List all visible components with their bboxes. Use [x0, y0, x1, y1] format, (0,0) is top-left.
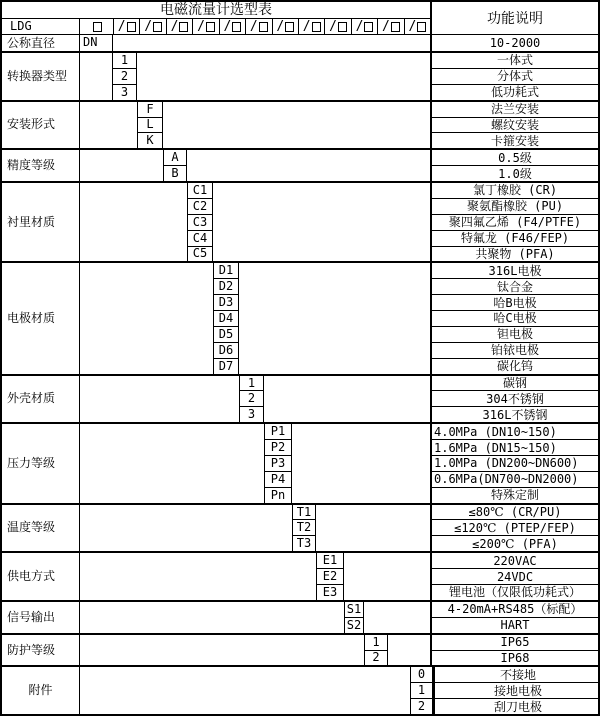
slash-separator: /	[355, 18, 364, 34]
code-column	[213, 263, 239, 373]
option-code: T2	[293, 520, 315, 536]
option-description: 特氟龙 (F46/FEP)	[432, 231, 598, 247]
option-code: Pn	[270, 487, 286, 502]
diameter-desc-col	[430, 35, 598, 51]
option-description: 卡箍安装	[490, 133, 539, 148]
option-description: 一体式	[432, 53, 598, 69]
slash-separator: /	[197, 18, 205, 34]
code-box-icon	[417, 22, 426, 32]
code-column	[163, 150, 187, 181]
description-column	[433, 667, 600, 714]
option-description: 聚氨酯橡胶 (PU)	[432, 199, 598, 215]
option-description: 哈B电极	[432, 295, 598, 311]
option-description: 钽电极	[432, 327, 598, 343]
option-code: D5	[214, 327, 238, 343]
description-column	[430, 602, 598, 633]
slash-separator: /	[223, 18, 232, 34]
option-code: 2	[113, 69, 136, 85]
section-housing-material	[2, 374, 598, 423]
code-box-icon	[153, 22, 162, 32]
option-description: ≤200℃ (PFA)	[472, 536, 558, 551]
code-column	[292, 505, 316, 552]
empty-cell	[80, 263, 213, 373]
option-description: 304不锈钢	[432, 391, 598, 407]
slash-separator: /	[276, 18, 285, 34]
empty-cell	[264, 376, 430, 423]
empty-cell	[80, 667, 410, 714]
option-description: 分体式	[432, 69, 598, 85]
model-code-slot	[272, 19, 298, 34]
section-power-supply	[2, 551, 598, 600]
sections-container	[2, 51, 598, 714]
empty-cell	[80, 635, 364, 666]
model-code-slot	[192, 19, 218, 34]
option-code: E2	[317, 569, 343, 585]
slash-separator: /	[144, 18, 153, 34]
description-column	[430, 376, 598, 423]
section-label: 安装形式	[2, 102, 80, 149]
option-description: 哈C电极	[432, 311, 598, 327]
option-code: E3	[322, 584, 338, 599]
option-description: 1.0级	[498, 166, 532, 181]
slash-separator: /	[329, 18, 337, 34]
option-description: 0.6MPa(DN700~DN2000)	[432, 472, 598, 488]
empty-cell	[344, 553, 430, 600]
option-description: 316L电极	[432, 263, 598, 279]
option-description: 锂电池（仅限低功耗式）	[448, 585, 581, 600]
section-nominal-diameter	[2, 35, 598, 51]
slash-separator: /	[170, 18, 179, 34]
model-code-slot	[113, 19, 139, 34]
option-code: P2	[265, 440, 291, 456]
option-description: 聚四氟乙烯 (F4/PTFE)	[432, 215, 598, 231]
section-electrode-material	[2, 261, 598, 373]
slash-separator: /	[117, 18, 126, 34]
option-code: S2	[346, 617, 362, 632]
option-description: ≤120℃ (PTEP/FEP)	[432, 520, 598, 536]
empty-cell	[292, 424, 430, 502]
option-code: 1	[240, 376, 263, 392]
option-description: 氯丁橡胶 (CR)	[432, 183, 598, 199]
code-box-icon	[232, 22, 241, 32]
option-code: D3	[214, 295, 238, 311]
model-code-slot	[219, 19, 245, 34]
option-description: 0.5级	[432, 150, 598, 166]
option-description: 24VDC	[432, 569, 598, 585]
section-label: 转换器类型	[2, 53, 80, 100]
code-column	[264, 424, 292, 502]
description-column	[430, 505, 598, 552]
slash-separator: /	[408, 18, 417, 34]
option-description: 钛合金	[432, 279, 598, 295]
model-code-slot	[298, 19, 324, 34]
section-label: 外壳材质	[2, 376, 80, 423]
model-code-slot	[377, 19, 403, 34]
description-column	[430, 150, 598, 181]
empty-cell	[316, 505, 430, 552]
option-description: 1.6MPa (DN15~150)	[432, 440, 598, 456]
option-code: E1	[317, 553, 343, 569]
option-code: A	[164, 150, 186, 166]
option-description: 4-20mA+RS485（标配）	[432, 602, 598, 618]
option-code: C5	[192, 246, 208, 261]
slash-separator: /	[302, 18, 311, 34]
model-code-slots	[80, 19, 430, 34]
section-label: 压力等级	[2, 424, 80, 502]
empty-cell	[388, 635, 430, 666]
option-description: 碳钢	[432, 376, 598, 392]
section-pressure-class	[2, 422, 598, 502]
option-code: F	[138, 102, 162, 118]
empty-cell	[213, 183, 430, 261]
option-code: 2	[240, 391, 263, 407]
model-code-slot	[166, 19, 192, 34]
code-column	[187, 183, 213, 261]
table-title: 电磁流量计选型表	[2, 2, 430, 19]
model-code-row	[2, 19, 430, 34]
empty-cell	[80, 602, 344, 633]
model-code-slot	[324, 19, 350, 34]
option-code: T3	[296, 536, 312, 551]
option-description: 接地电极	[435, 683, 600, 699]
section-label: 精度等级	[2, 150, 80, 181]
empty-cell	[137, 53, 430, 100]
option-code: 3	[247, 407, 256, 422]
option-code: D7	[218, 358, 234, 373]
empty-cell	[187, 150, 430, 181]
option-description: IP65	[432, 635, 598, 651]
empty-cell	[80, 53, 112, 100]
model-code-slot	[80, 19, 113, 34]
section-label: 温度等级	[2, 505, 80, 552]
section-protection-class	[2, 633, 598, 666]
section-temperature-class	[2, 503, 598, 552]
empty-cell	[80, 102, 137, 149]
option-code: S1	[346, 601, 362, 616]
option-description: 不接地	[435, 667, 600, 683]
option-description: HART	[500, 618, 530, 633]
option-code: P1	[265, 424, 291, 440]
slash-separator: /	[382, 18, 390, 34]
empty-cell	[239, 263, 430, 373]
option-code: 2	[372, 650, 380, 665]
empty-cell	[80, 183, 187, 261]
code-box-icon	[206, 22, 215, 32]
empty-cell	[80, 505, 292, 552]
table-header	[2, 2, 598, 35]
empty-cell	[80, 150, 163, 181]
description-column	[430, 263, 598, 373]
section-signal-output	[2, 600, 598, 633]
code-column	[316, 553, 344, 600]
option-code: C4	[188, 231, 212, 247]
option-code: 1	[411, 683, 432, 699]
option-description: IP68	[500, 650, 530, 665]
description-column	[430, 424, 598, 502]
header-left	[2, 2, 430, 34]
description-column	[430, 553, 598, 600]
option-description: 铂铱电极	[432, 343, 598, 359]
option-description: 低功耗式	[490, 85, 539, 100]
code-column	[137, 102, 163, 149]
empty-cell	[163, 102, 430, 149]
empty-cell	[80, 424, 264, 502]
code-column	[410, 667, 433, 714]
function-column-header: 功能说明	[430, 2, 598, 34]
code-box-icon	[364, 22, 373, 32]
option-code: 1	[365, 635, 387, 651]
option-description: 共聚物 (PFA)	[475, 246, 555, 261]
slash-separator: /	[249, 18, 258, 34]
option-code: D4	[214, 311, 238, 327]
empty-cell	[80, 376, 239, 423]
option-code: C3	[188, 215, 212, 231]
option-code: B	[171, 166, 179, 181]
option-description: 220VAC	[432, 553, 598, 569]
code-column	[112, 53, 137, 100]
option-description: 4.0MPa (DN10~150)	[432, 424, 598, 440]
option-description: 316L不锈钢	[482, 407, 548, 422]
option-code: L	[138, 118, 162, 134]
section-label: 信号输出	[2, 602, 80, 633]
option-description: 法兰安装	[432, 102, 598, 118]
code-box-icon	[338, 22, 347, 32]
option-description: 1.0MPa (DN200~DN600)	[432, 456, 598, 472]
model-code-slot	[404, 19, 430, 34]
model-code-slot	[351, 19, 377, 34]
option-description: 特殊定制	[490, 488, 539, 503]
model-code-slot	[245, 19, 271, 34]
section-accuracy-class	[2, 148, 598, 181]
section-label: 电极材质	[2, 263, 80, 373]
description-column	[430, 183, 598, 261]
code-box-icon	[391, 22, 400, 32]
code-box-icon	[312, 22, 321, 32]
description-column	[430, 635, 598, 666]
empty-cell	[80, 553, 316, 600]
section-label: 公称直径	[2, 35, 80, 51]
code-box-icon	[259, 22, 268, 32]
code-box-icon	[179, 22, 188, 32]
option-code: P4	[265, 472, 291, 488]
option-code: K	[146, 133, 154, 148]
section-converter-type	[2, 51, 598, 100]
code-box-icon	[127, 22, 136, 32]
option-description: 碳化钨	[496, 359, 533, 374]
section-lining-material	[2, 181, 598, 261]
code-column	[344, 602, 364, 633]
code-box-icon	[285, 22, 294, 32]
section-label: 附件	[2, 667, 80, 714]
option-code: 0	[411, 667, 432, 683]
option-code: T1	[293, 505, 315, 521]
empty-cell	[113, 35, 430, 51]
section-label: 衬里材质	[2, 183, 80, 261]
option-code: C2	[188, 199, 212, 215]
code-column	[364, 635, 388, 666]
empty-cell	[364, 602, 430, 633]
diameter-desc: 10-2000	[489, 36, 541, 50]
option-description: 螺纹安装	[432, 118, 598, 134]
option-code: 2	[417, 699, 426, 714]
code-box-icon	[93, 22, 102, 32]
model-code-slot	[139, 19, 165, 34]
option-code: C1	[188, 183, 212, 199]
option-code: D6	[214, 343, 238, 359]
section-label: 供电方式	[2, 553, 80, 600]
description-column	[430, 53, 598, 100]
section-installation-form	[2, 100, 598, 149]
diameter-code-cell: DN	[80, 35, 113, 51]
section-label: 防护等级	[2, 635, 80, 666]
description-column	[430, 102, 598, 149]
option-code: P3	[265, 456, 291, 472]
option-description: ≤80℃ (CR/PU)	[432, 505, 598, 521]
option-code: D1	[214, 263, 238, 279]
section-accessories	[2, 665, 598, 714]
option-code: 1	[113, 53, 136, 69]
code-column	[239, 376, 264, 423]
model-prefix: LDG	[2, 19, 80, 34]
option-code: 3	[120, 84, 129, 99]
option-description: 刮刀电极	[493, 699, 542, 714]
option-code: D2	[214, 279, 238, 295]
